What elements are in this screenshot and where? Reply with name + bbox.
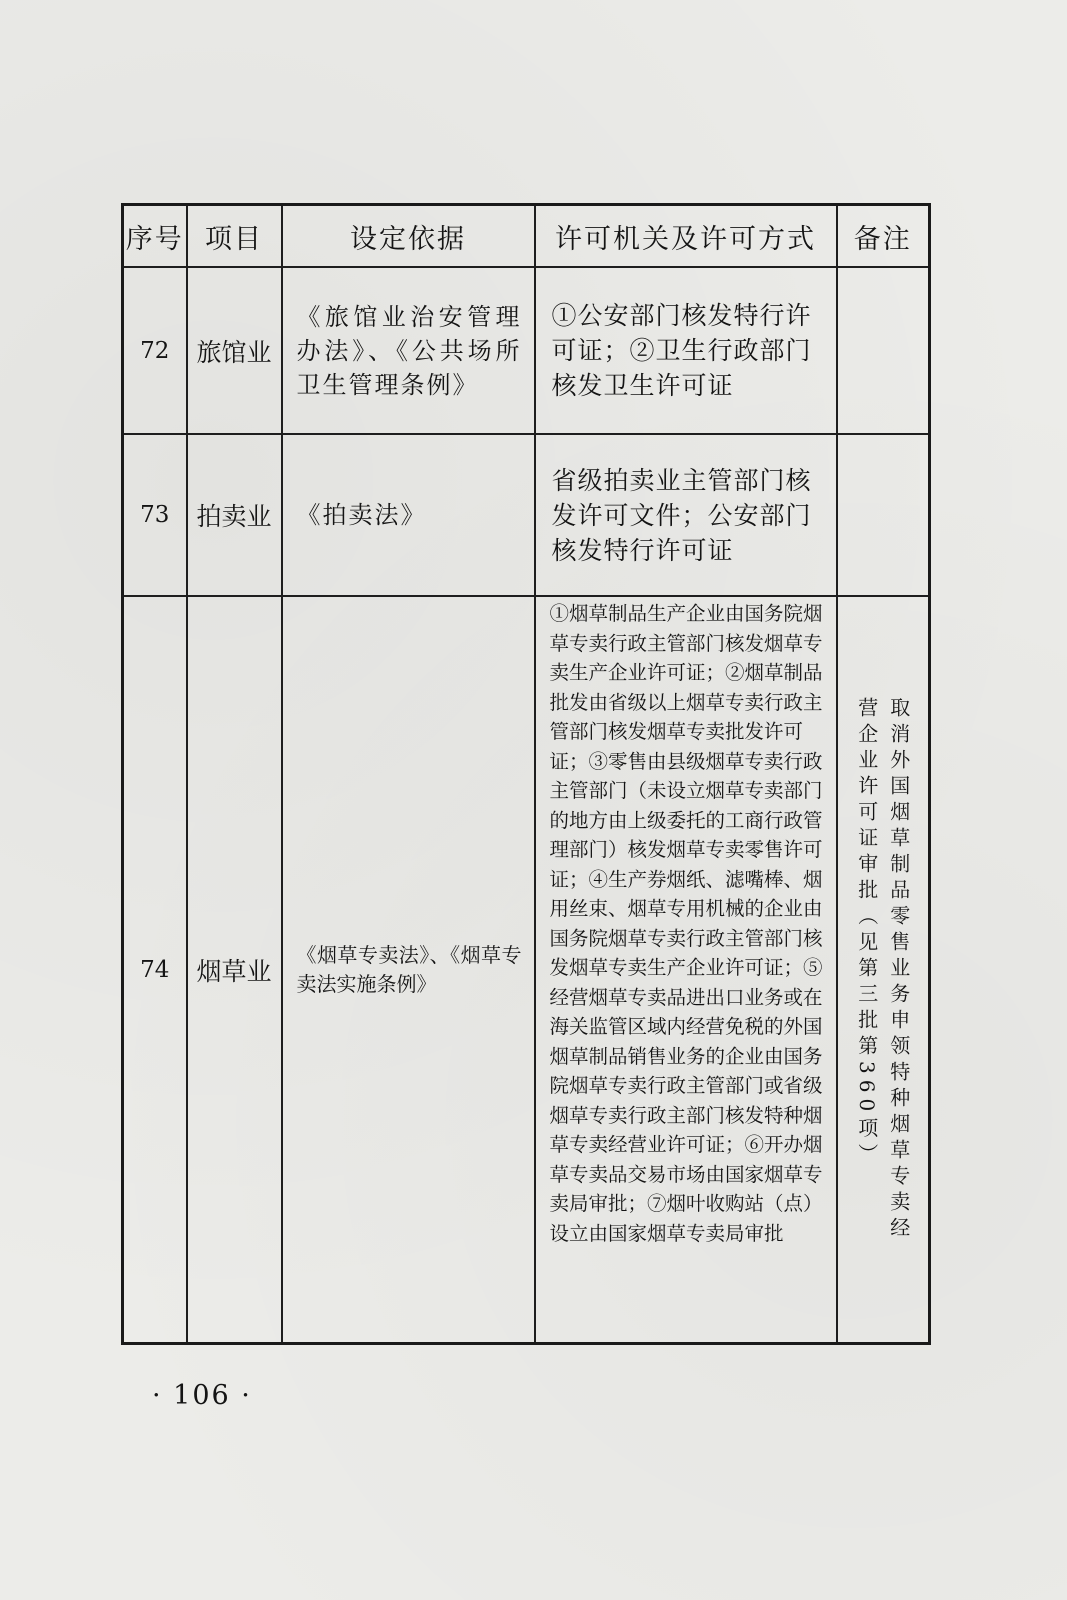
row-note	[837, 267, 930, 434]
row-basis: 《烟草专卖法》、《烟草专卖法实施条例》	[282, 596, 535, 1344]
table-row	[123, 434, 930, 596]
row-authority: 省级拍卖业主管部门核发许可文件；公安部门核发特行许可证	[535, 434, 837, 596]
permit-table	[121, 203, 931, 1345]
row-item: 拍卖业	[187, 434, 282, 596]
note-vertical-text: 取消外国烟草制品零售业务申领特种烟草专卖经营企业许可证审批（见第三批第360项）	[854, 697, 911, 1243]
row-note	[837, 596, 930, 1344]
page-number: · 106 ·	[152, 1380, 252, 1411]
row-note	[837, 434, 930, 596]
row-no: 74	[123, 596, 187, 1344]
row-basis: 《旅馆业治安管理办法》、《公共场所卫生管理条例》	[282, 267, 535, 434]
row-authority: ①公安部门核发特行许可证；②卫生行政部门核发卫生许可证	[535, 267, 837, 434]
table-row	[123, 267, 930, 434]
row-no: 72	[123, 267, 187, 434]
row-no: 73	[123, 434, 187, 596]
table-header-row	[123, 205, 930, 268]
row-basis: 《拍卖法》	[282, 434, 535, 596]
header-basis: 设定依据	[282, 205, 535, 268]
header-no: 序号	[123, 205, 187, 268]
header-item: 项目	[187, 205, 282, 268]
table-row	[123, 596, 930, 1344]
row-item: 旅馆业	[187, 267, 282, 434]
row-authority: ①烟草制品生产企业由国务院烟草专卖行政主管部门核发烟草专卖生产企业许可证；②烟草制品批发由省级以上烟草专卖行政主管部门核发烟草专卖批发许可证；③零售由县级烟草专卖行政主管部门（未设立烟草专卖部门的地方由上级委托的工商行政管理部门）核发烟草专卖零售许可证；④生产券烟纸、滤嘴棒、烟用丝束、烟草专用机械的企业由国务院烟草专卖行政主管部门核发烟草专卖生产企业许可证；⑤经营烟草专卖品进出口业务或在海关监管区域内经营免税的外国烟草制品销售业务的企业由国务院烟草专卖行政主管部门或省级烟草专卖行政主部门核发特种烟草专卖经营业许可证；⑥开办烟草专卖品交易市场由国家烟草专卖局审批；⑦烟叶收购站（点）设立由国家烟草专卖局审批	[535, 596, 837, 1344]
row-item: 烟草业	[187, 596, 282, 1344]
header-authority: 许可机关及许可方式	[535, 205, 837, 268]
header-note: 备注	[837, 205, 930, 268]
